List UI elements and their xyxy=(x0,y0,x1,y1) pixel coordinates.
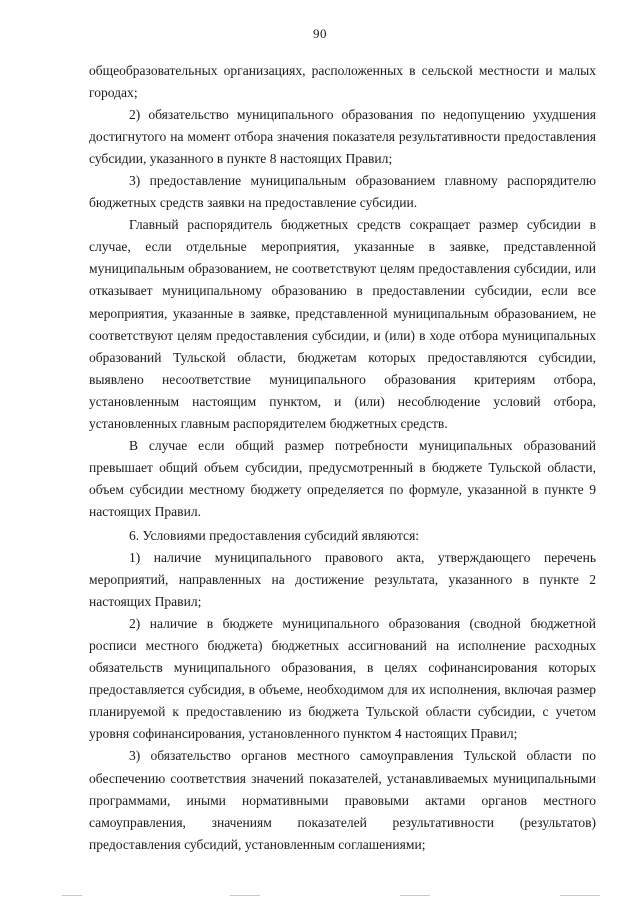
paragraph-formula-rule: В случае если общий размер потребности муниципальных образований превышает общий объем субсидии, предусмотренный в бюджете Тульской области, объем субсидии местному бюджету определяется по формуле, указанной в пункте 9 настоящих Правил. xyxy=(89,437,596,519)
paragraph-condition-2: 2) наличие в бюджете муниципального образования (сводной бюджетной росписи местного бюджета) бюджетных ассигнований на исполнение расходных обязательств муниципального образования, в целях софинансирования которых предоставляется субсидия, в объеме, необходимом для их исполнения, включая размер планируемой к предоставлению из бюджета Тульской области субсидии, с учетом уровня софинансирования, установленного пунктом 4 настоящих Правил; xyxy=(89,616,596,742)
scan-mark xyxy=(560,895,600,896)
scan-mark xyxy=(400,895,430,896)
paragraph-reduction-rule: Главный распорядитель бюджетных средств сокращает размер субсидии в случае, если отдельные мероприятия, указанные в заявке, представленной муниципальным образованием, не соответствуют целям предоставления субсидии, или отказывает муниципальному образованию в предоставлении субсидии, если все мероприятия, указанные в заявке, представленной муниципальным образованием, не соответствуют целям предоставления субсидии, и (или) в ходе отбора муниципальных образований Тульской области, бюджетам которых предоставляются субсидии, выявлено несоответствие муниципального образования критериям отбора, установленным настоящим пунктом, и (или) несоблюдение условий отбора, установленных главным распорядителем бюджетных средств. xyxy=(89,217,596,431)
paragraph-section-6-heading: 6. Условиями предоставления субсидий являются: xyxy=(129,527,420,543)
scan-mark xyxy=(62,895,82,896)
paragraph-item-2: 2) обязательство муниципального образования по недопущению ухудшения достигнутого на момент отбора значения показателя результативности предоставления субсидии, указанного в пункте 8 настоящих Правил; xyxy=(89,107,596,167)
paragraph-continuation: общеобразовательных организациях, расположенных в сельской местности и малых городах; xyxy=(89,63,596,101)
paragraph-condition-1: 1) наличие муниципального правового акта, утверждающего перечень мероприятий, направленных на достижение результата, указанного в пункте 2 настоящих Правил; xyxy=(89,550,596,610)
document-body xyxy=(89,60,596,856)
paragraph-item-3: 3) предоставление муниципальным образованием главному распорядителю бюджетных средств заявки на предоставление субсидии. xyxy=(89,173,596,211)
paragraph-condition-3: 3) обязательство органов местного самоуправления Тульской области по обеспечению соответствия значений показателей, устанавливаемых муниципальными программами, иными нормативными правовыми актами органов местного самоуправления, значениям показателей результативности (результатов) предоставления субсидий, установленным соглашениями; xyxy=(89,748,596,852)
page-number: 90 xyxy=(313,26,327,41)
scan-mark xyxy=(230,895,260,896)
scan-edge-marks xyxy=(0,885,640,905)
